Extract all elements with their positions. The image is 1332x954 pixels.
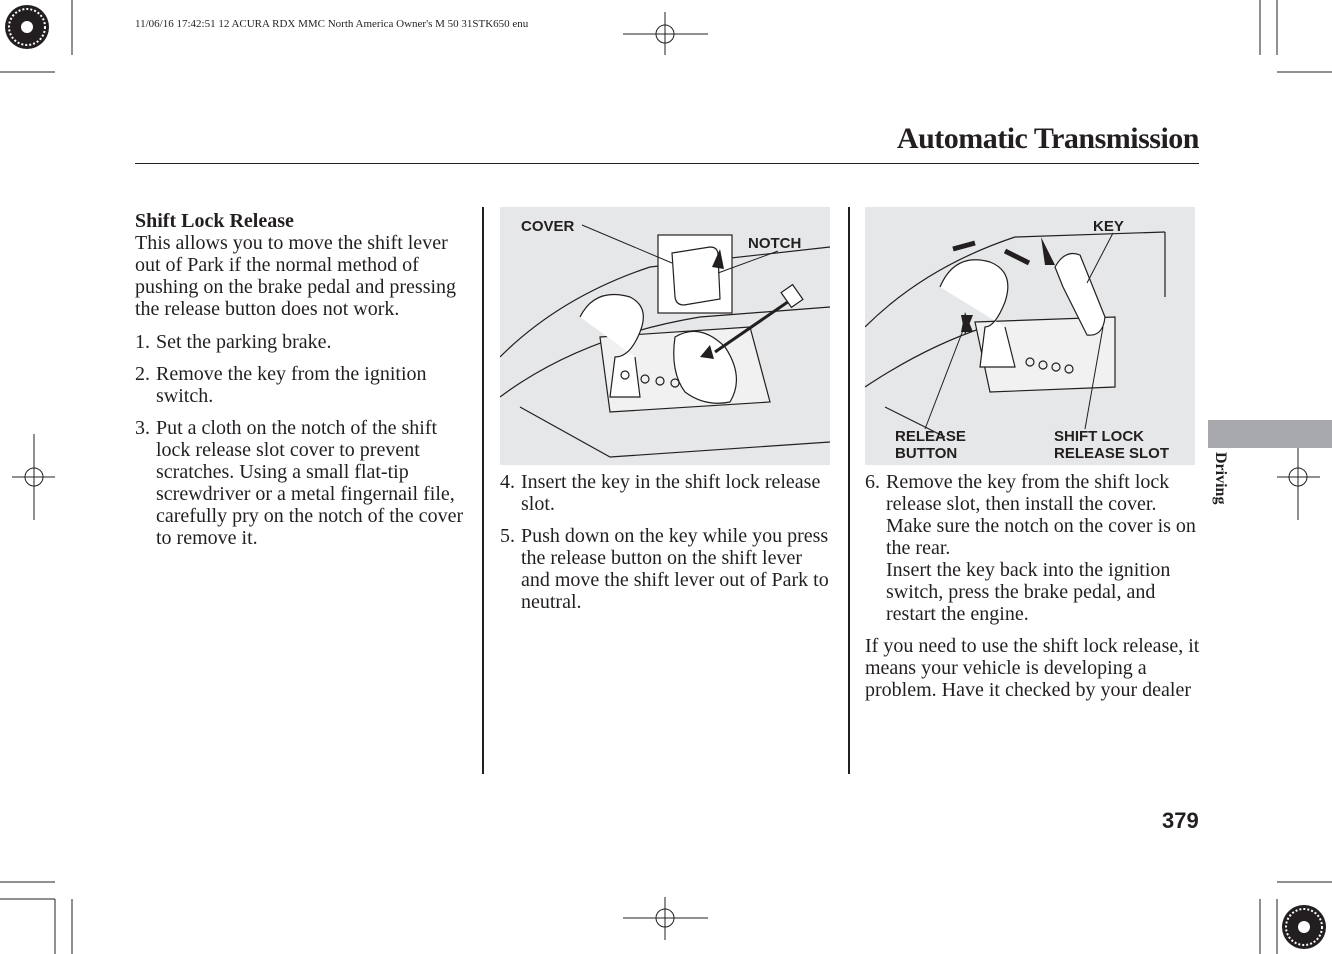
step-4: 4. Insert the key in the shift lock release slot. — [500, 471, 821, 515]
page-number: 379 — [1162, 808, 1199, 833]
figure-key-insert — [865, 207, 1195, 465]
intro-text: This allows you to move the shift lever out of Park if the normal method of pushing on the brake pedal and pressing the release button does not work. — [135, 232, 457, 320]
column-1 — [135, 210, 471, 549]
section-tab-label: Driving — [1212, 452, 1229, 505]
figure-cover-removal — [500, 207, 830, 465]
label-shift-lock-release-slot: SHIFT LOCK RELEASE SLOT — [1054, 428, 1170, 462]
step-5: 5. Push down on the key while you press the release button on the shift lever and move the shift lever out of Park to neutral. — [500, 525, 829, 613]
steps-list-3 — [865, 471, 1205, 625]
step-6: 6. Remove the key from the shift lock release slot, then install the cover. Make sure the notch on the cover is on the rear. Insert the key back into the ignition switch, press the brake pedal, and restart the engine. — [865, 471, 1196, 625]
section-tab — [1208, 420, 1332, 448]
print-slug: 11/06/16 17:42:51 12 ACURA RDX MMC North America Owner's M 50 31STK650 enu — [135, 18, 529, 30]
label-cover: COVER — [521, 218, 575, 235]
column-divider-1 — [482, 207, 484, 774]
shift-lever-key-illustration — [865, 207, 1195, 465]
page-title: Automatic Transmission — [896, 122, 1199, 155]
column-2 — [500, 471, 834, 613]
step-2: 2. Remove the key from the ignition switch. — [135, 363, 427, 407]
section-heading: Shift Lock Release — [135, 210, 294, 232]
step-3: 3. Put a cloth on the notch of the shift lock release slot cover to prevent scratches. Using a small flat-tip screwdriver or a metal fingernail file, carefully pry on the notch of the cover to remove it. — [135, 417, 464, 549]
column-divider-2 — [848, 207, 850, 774]
label-key: KEY — [1093, 218, 1124, 235]
column-3 — [865, 471, 1205, 701]
title-rule — [135, 163, 1199, 164]
label-notch: NOTCH — [748, 235, 802, 252]
steps-list-2 — [500, 471, 834, 613]
label-release-button: RELEASE BUTTON — [895, 428, 966, 462]
step-1: 1. Set the parking brake. — [135, 331, 332, 353]
steps-list-1 — [135, 331, 471, 549]
closing-note: If you need to use the shift lock release, it means your vehicle is developing a problem. Have it checked by your dealer — [865, 635, 1200, 701]
